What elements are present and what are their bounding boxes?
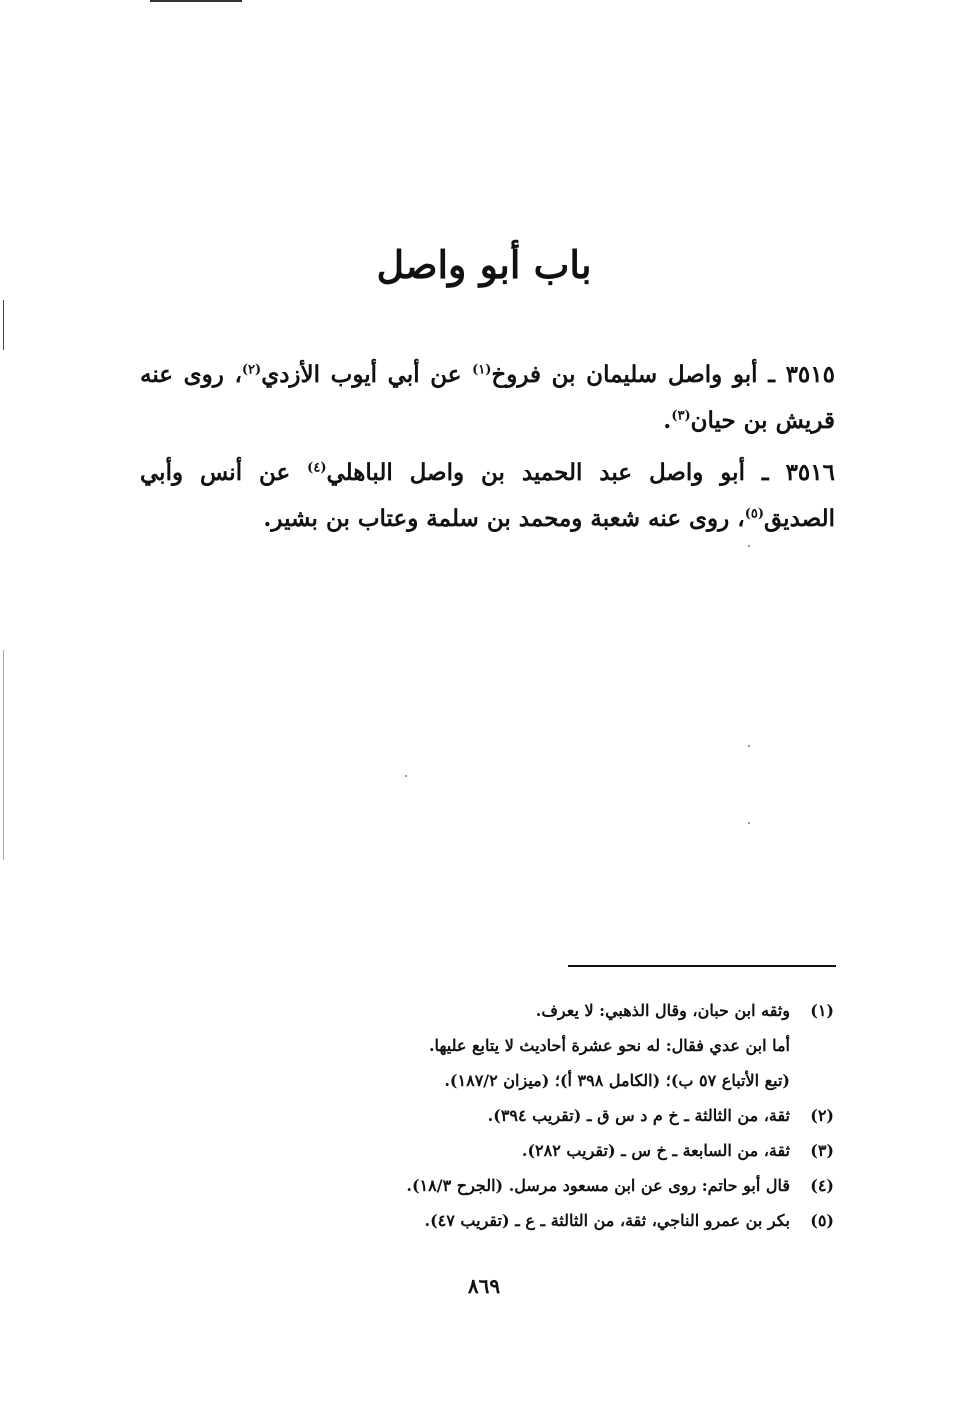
entry-number: ٣٥١٥ (785, 361, 835, 388)
entry-text: ، روى عنه شعبة ومحمد بن سلمة وعتاب بن بشير. (263, 505, 745, 532)
footnote-mark: (٤) (810, 1176, 834, 1195)
footnote-mark: (٢) (810, 1106, 834, 1125)
entry-number: ٣٥١٦ (785, 459, 835, 486)
footnote-text: بكر بن عمرو الناجي، ثقة، من الثالثة ـ ع ـ (تقريب ٤٧). (424, 1211, 790, 1230)
entry-text: ، روى عنه قريش بن حيان (140, 361, 835, 434)
footnote-ref: (٢) (241, 362, 262, 378)
footnote-text: ثقة، من الثالثة ـ خ م د س ق ـ (تقريب ٣٩٤). (487, 1106, 790, 1125)
footnote-text: أما ابن عدي فقال: له نحو عشرة أحاديث لا يتابع عليها. (428, 1036, 790, 1055)
footnote-text: ثقة، من السابعة ـ خ س ـ (تقريب ٢٨٢). (521, 1141, 790, 1160)
binding-edge (3, 300, 4, 350)
entry-dash: ـ (768, 361, 775, 388)
chapter-heading: باب أبو واصل (376, 242, 592, 287)
entry-3515 (140, 352, 835, 444)
footnote-text: (تبع الأتباع ٥٧ ب)؛ (الكامل ٣٩٨ أ)؛ (ميزان ١٨٧/٢). (444, 1071, 790, 1090)
page-speck (748, 822, 750, 824)
page-speck (405, 775, 407, 777)
footnote-4 (406, 1169, 834, 1203)
entry-text: عن أنس وأبي الصديق (140, 459, 835, 532)
footnote-3 (522, 1134, 834, 1168)
footnote-ref: (٣) (671, 408, 691, 424)
footnote-text: قال أبو حاتم: روى عن ابن مسعود مرسل. (الجرح ١٨/٣). (406, 1176, 790, 1195)
footnote-ref: (١) (472, 362, 492, 378)
page-number: ٨٦٩ (467, 1274, 501, 1298)
entry-text: عن أبي أيوب الأزدي (261, 361, 462, 388)
footnote-separator (568, 965, 836, 967)
footnote-1-continued (429, 1029, 790, 1063)
footnote-mark: (١) (810, 1001, 834, 1020)
top-rule (150, 0, 242, 2)
entry-text: أبو واصل عبد الحميد بن واصل الباهلي (326, 459, 745, 486)
footnote-2 (488, 1099, 834, 1133)
footnote-5 (425, 1204, 835, 1238)
entry-text: أبو واصل سليمان بن فروخ (491, 361, 758, 388)
footnote-mark: (٥) (810, 1211, 834, 1230)
footnote-mark: (٣) (810, 1141, 834, 1160)
footnote-1 (536, 994, 834, 1028)
page-speck (748, 745, 750, 747)
footnote-text: وثقه ابن حبان، وقال الذهبي: لا يعرف. (535, 1001, 790, 1020)
entry-dash: ـ (761, 459, 769, 486)
footnote-ref: (٤) (307, 460, 327, 476)
binding-edge (3, 650, 4, 860)
footnote-ref: (٥) (744, 506, 764, 522)
entry-3516 (140, 450, 835, 542)
page-speck (748, 545, 750, 547)
footnote-1-sources (444, 1064, 790, 1098)
entry-text: . (663, 407, 672, 434)
